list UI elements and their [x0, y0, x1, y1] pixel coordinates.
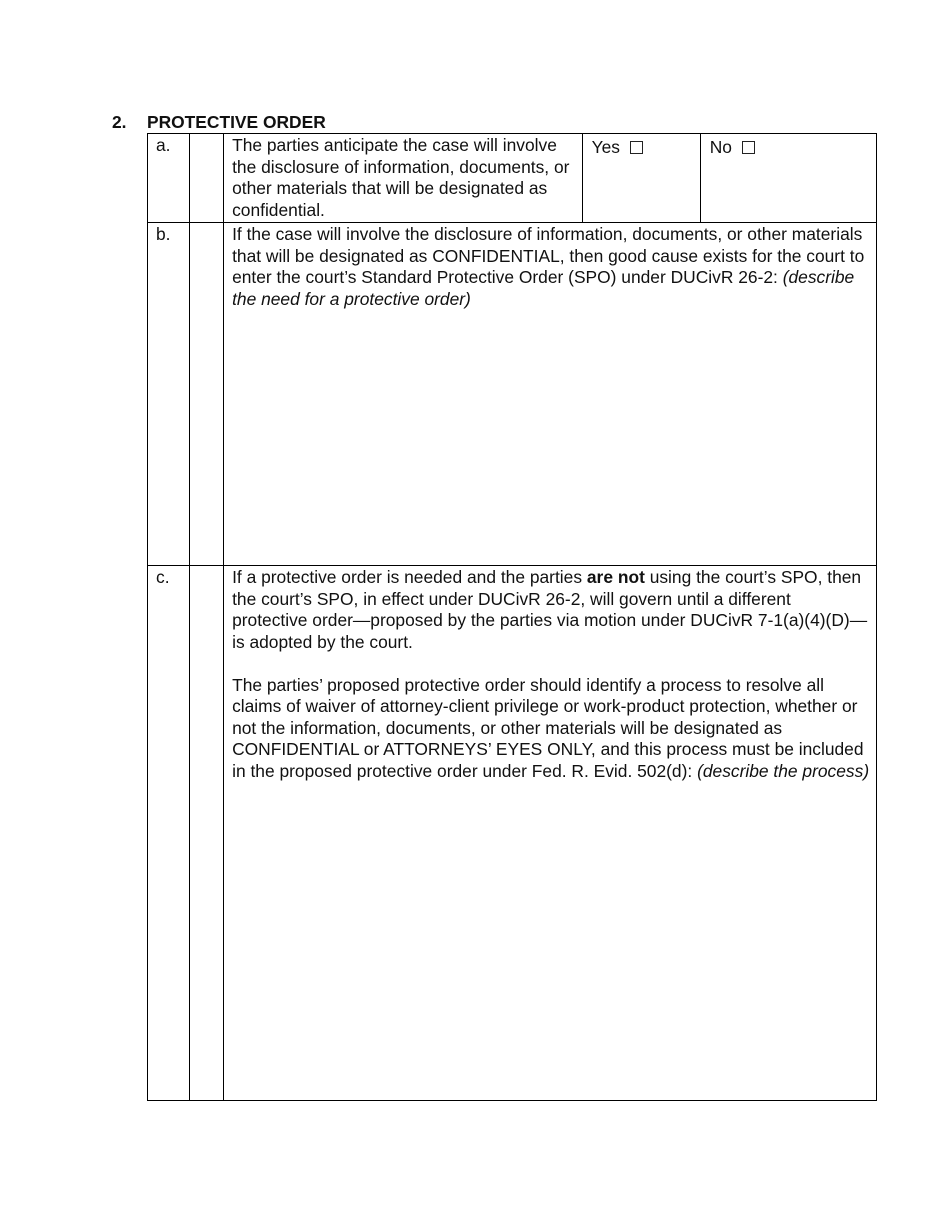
- no-option[interactable]: [700, 134, 876, 223]
- row-c-letter: c.: [148, 566, 190, 1101]
- row-c-p2-text: The parties’ proposed protective order should identify a process to resolve all claims of waiver of attorney-client privilege or work-product protection, whether or not the information, documents, or other materials will be designated as CONFIDENTIAL or ATTORNEYS’ EYES ONLY, and this process must be included in the proposed protective order under Fed. R. Evid. 502(d):: [232, 674, 864, 781]
- section-number: 2.: [112, 112, 127, 132]
- yes-option[interactable]: [582, 134, 700, 223]
- table-row-b: [148, 223, 877, 566]
- row-c-paragraph-1: [232, 567, 870, 653]
- row-a-letter: a.: [148, 134, 190, 223]
- yes-label: Yes: [591, 137, 620, 157]
- section-title: PROTECTIVE ORDER: [147, 112, 326, 132]
- row-c-paragraph-2: [232, 675, 870, 783]
- row-c-p1-text-end: using the court’s SPO, then the court’s SPO, in effect under DUCivR 26-2, will govern until a different protective order—proposed by the parties via motion under DUCivR 7-1(a)(4)(D)—is adopted by the court.: [232, 567, 868, 652]
- row-b-blank-cell: [190, 223, 224, 566]
- table-row-a: [148, 134, 877, 223]
- row-b-response-area[interactable]: [224, 223, 877, 566]
- row-a-text: The parties anticipate the case will involve the disclosure of information, documents, or other materials that will be designated as confidential.: [224, 134, 582, 223]
- protective-order-table: [147, 133, 877, 1101]
- table-row-c: [148, 566, 877, 1101]
- row-c-instruction: (describe the process): [697, 760, 870, 781]
- yes-checkbox[interactable]: [630, 141, 643, 154]
- paragraph-gap: [232, 653, 870, 675]
- row-b-letter: b.: [148, 223, 190, 566]
- no-label: No: [709, 137, 732, 157]
- row-a-blank-cell: [190, 134, 224, 223]
- row-c-response-area[interactable]: [224, 566, 877, 1101]
- row-c-blank-cell: [190, 566, 224, 1101]
- section-heading: [112, 112, 326, 133]
- row-c-p1-bold: are not: [586, 567, 645, 587]
- row-c-p1-text-start: If a protective order is needed and the parties: [232, 567, 587, 587]
- row-b-instruction: (describe the need for a protective order): [232, 267, 855, 309]
- no-checkbox[interactable]: [742, 141, 755, 154]
- row-b-text: If the case will involve the disclosure of information, documents, or other materials that will be designated as CONFIDENTIAL, then good cause exists for the court to enter the court’s Standard Protective Order (SPO) under DUCivR 26-2:: [232, 224, 865, 287]
